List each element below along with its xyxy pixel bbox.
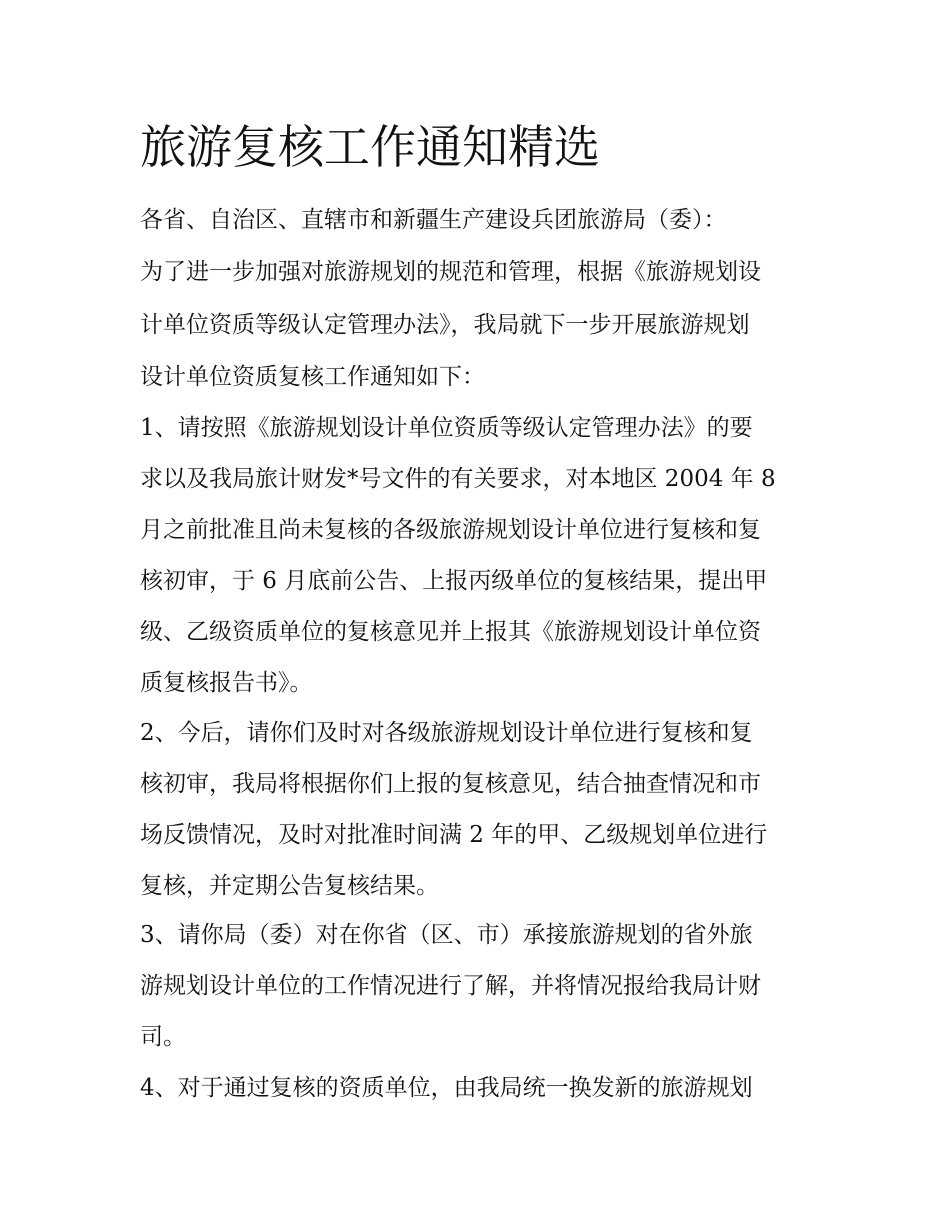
- text-line: 2、今后，请你们及时对各级旅游规划设计单位进行复核和复: [140, 720, 753, 746]
- text-line: 游规划设计单位的工作情况进行了解，并将情况报给我局计财: [140, 973, 761, 999]
- text-line: 级、乙级资质单位的复核意见并上报其《旅游规划设计单位资: [140, 619, 761, 645]
- text-line: 核初审，于 6 月底前公告、上报丙级单位的复核结果，提出甲: [140, 568, 768, 594]
- text-line: 1、请按照《旅游规划设计单位资质等级认定管理办法》的要: [140, 415, 753, 441]
- text-line: 3、请你局（委）对在你省（区、市）承接旅游规划的省外旅: [140, 922, 753, 948]
- text-line: 场反馈情况，及时对批准时间满 2 年的甲、乙级规划单位进行: [140, 822, 768, 848]
- text-line: 为了进一步加强对旅游规划的规范和管理，根据《旅游规划设: [140, 259, 761, 285]
- text-line: 计单位资质等级认定管理办法》，我局就下一步开展旅游规划: [140, 312, 750, 338]
- text-line: 4、对于通过复核的资质单位，由我局统一换发新的旅游规划: [140, 1075, 753, 1101]
- text-line: 质复核报告书》。: [140, 670, 313, 696]
- text-line: 司。: [140, 1024, 186, 1050]
- page-title: 旅游复核工作通知精选: [140, 120, 600, 174]
- text-line: 核初审，我局将根据你们上报的复核意见，结合抽查情况和市: [140, 771, 761, 797]
- text-line: 求以及我局旅计财发*号文件的有关要求，对本地区 2004 年 8: [140, 466, 776, 492]
- text-line: 复核，并定期公告复核结果。: [140, 873, 439, 899]
- text-line: 设计单位资质复核工作通知如下：: [140, 364, 485, 390]
- text-line: 月之前批准且尚未复核的各级旅游规划设计单位进行复核和复: [140, 517, 761, 543]
- text-line: 各省、自治区、直辖市和新疆生产建设兵团旅游局（委）：: [140, 207, 727, 233]
